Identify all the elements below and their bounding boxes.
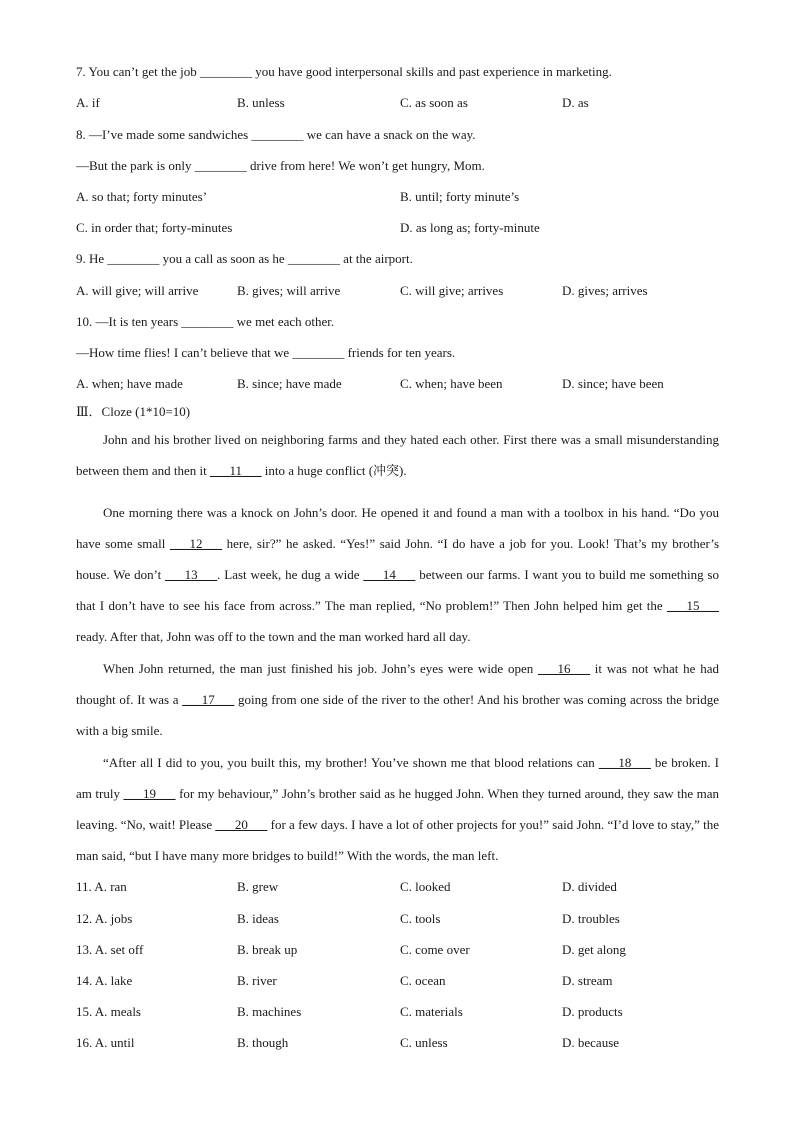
- option-c[interactable]: C. looked: [400, 879, 451, 894]
- option-d[interactable]: D. since; have been: [562, 376, 664, 391]
- option-d[interactable]: D. as long as; forty-minute: [400, 220, 540, 235]
- option-b[interactable]: B. river: [237, 973, 277, 988]
- section-heading-cloze: Ⅲ．Cloze (1*10=10): [76, 404, 191, 419]
- choice-row-15: [76, 1004, 726, 1020]
- option-b[interactable]: B. gives; will arrive: [237, 283, 341, 298]
- p3-text: When John returned, the man just finished his job. John’s eyes were wide open: [103, 661, 539, 676]
- question-8-options-row2: [76, 220, 726, 236]
- option-b[interactable]: B. unless: [237, 95, 285, 110]
- option-c[interactable]: C. tools: [400, 911, 441, 926]
- question-10-options: [76, 376, 726, 392]
- option-c[interactable]: C. ocean: [400, 973, 446, 988]
- option-a[interactable]: 16. A. until: [76, 1035, 135, 1050]
- option-a[interactable]: 11. A. ran: [76, 879, 127, 894]
- option-a[interactable]: A. so that; forty minutes’: [76, 189, 208, 204]
- p2-text: between our farms. I want you to build me something so that I don’t have to see his face from across.” The man replied, “No problem!” Then John helped him get the: [76, 567, 719, 613]
- option-c[interactable]: C. in order that; forty-minutes: [76, 220, 233, 235]
- question-9-options: [76, 283, 726, 299]
- option-d[interactable]: D. because: [562, 1035, 620, 1050]
- option-a[interactable]: 13. A. set off: [76, 942, 144, 957]
- question-9-stem: 9. He ________ you a call as soon as he ________ at the airport.: [76, 251, 413, 266]
- question-10-stem-line2: —How time flies! I can’t believe that we ________ friends for ten years.: [76, 345, 456, 360]
- p3-text: it was not what he had thought of. It was a: [76, 661, 719, 707]
- option-b[interactable]: B. since; have made: [237, 376, 342, 391]
- option-b[interactable]: B. until; forty minute’s: [400, 189, 520, 204]
- choice-row-13: [76, 942, 726, 958]
- option-c[interactable]: C. materials: [400, 1004, 463, 1019]
- option-b[interactable]: B. ideas: [237, 911, 279, 926]
- choice-row-14: [76, 973, 726, 989]
- cloze-paragraph-3: [76, 653, 719, 746]
- option-a[interactable]: 15. A. meals: [76, 1004, 141, 1019]
- question-7-options: [76, 95, 726, 111]
- option-d[interactable]: D. divided: [562, 879, 617, 894]
- option-a[interactable]: 12. A. jobs: [76, 911, 133, 926]
- blank-15[interactable]: ___15___: [667, 598, 719, 613]
- blank-19[interactable]: ___19___: [123, 786, 176, 801]
- blank-11[interactable]: ___11___: [209, 463, 262, 478]
- p3-text: going from one side of the river to the other! And his brother was coming across the bridge with a big smile.: [76, 692, 719, 738]
- blank-18[interactable]: ___18___: [598, 755, 651, 770]
- option-a[interactable]: A. will give; will arrive: [76, 283, 199, 298]
- option-d[interactable]: D. get along: [562, 942, 626, 957]
- question-10-stem-line1: 10. —It is ten years ________ we met each other.: [76, 314, 335, 329]
- option-d[interactable]: D. products: [562, 1004, 623, 1019]
- question-8-stem-line2: —But the park is only ________ drive from here! We won’t get hungry, Mom.: [76, 158, 485, 173]
- p2-text: ready. After that, John was off to the town and the man worked hard all day.: [76, 629, 471, 644]
- option-d[interactable]: D. as: [562, 95, 589, 110]
- choice-row-11: [76, 879, 726, 895]
- option-a[interactable]: A. if: [76, 95, 100, 110]
- blank-12[interactable]: ___12___: [169, 536, 222, 551]
- option-d[interactable]: D. stream: [562, 973, 613, 988]
- p1-text: and then it: [148, 463, 210, 478]
- option-b[interactable]: B. grew: [237, 879, 279, 894]
- cloze-paragraph-2: [76, 497, 719, 652]
- blank-17[interactable]: ___17___: [182, 692, 235, 707]
- option-b[interactable]: B. though: [237, 1035, 289, 1050]
- blank-14[interactable]: ___14___: [363, 567, 416, 582]
- question-8-stem-line1: 8. —I’ve made some sandwiches ________ we can have a snack on the way.: [76, 127, 476, 142]
- question-8-options-row1: [76, 189, 726, 205]
- p2-text: here, sir?” he asked. “Yes!” said John. “I do have a job for you. Look! That’s my brother’s house. We don’t: [76, 536, 720, 582]
- p4-text: “After all I did to you, you built this, my brother! You’ve shown me that blood relations can: [103, 755, 599, 770]
- cloze-paragraph-1: [76, 424, 719, 486]
- option-c[interactable]: C. will give; arrives: [400, 283, 504, 298]
- option-b[interactable]: B. break up: [237, 942, 298, 957]
- option-b[interactable]: B. machines: [237, 1004, 302, 1019]
- blank-20[interactable]: ___20___: [215, 817, 268, 832]
- p2-text: One morning there was a knock on John’s door. He opened it and found a man with a toolbox in his hand. “Do you have some small: [76, 505, 719, 551]
- option-c[interactable]: C. come over: [400, 942, 470, 957]
- choice-row-16: [76, 1035, 726, 1051]
- blank-13[interactable]: ___13___: [165, 567, 218, 582]
- p2-text: . Last week, he dug a wide: [217, 567, 364, 582]
- blank-16[interactable]: ___16___: [538, 661, 591, 676]
- option-c[interactable]: C. unless: [400, 1035, 448, 1050]
- p4-text: be broken. I am truly: [76, 755, 719, 801]
- option-c[interactable]: C. when; have been: [400, 376, 503, 391]
- p4-text: for a few days. I have a lot of other projects for you!” said John. “I’d love to stay,” the man said, “but I have many more bridges to build!” With the words, the man left.: [76, 817, 719, 863]
- option-d[interactable]: D. gives; arrives: [562, 283, 648, 298]
- p4-text: for my behaviour,” John’s brother said as he hugged John. When they turned around, they saw the man leaving. “No, wait! Please: [76, 786, 720, 832]
- option-a[interactable]: A. when; have made: [76, 376, 183, 391]
- option-c[interactable]: C. as soon as: [400, 95, 468, 110]
- option-d[interactable]: D. troubles: [562, 911, 620, 926]
- p1-text: into a huge conflict (冲突).: [261, 463, 407, 478]
- choice-row-12: [76, 911, 726, 927]
- cloze-paragraph-4: [76, 747, 719, 871]
- question-7-stem: 7. You can’t get the job ________ you have good interpersonal skills and past experience in marketing.: [76, 64, 612, 79]
- p1-text: John and his brother lived on neighboring farms and they hated each other. First there was a small misunderstanding between them: [76, 432, 719, 478]
- option-a[interactable]: 14. A. lake: [76, 973, 133, 988]
